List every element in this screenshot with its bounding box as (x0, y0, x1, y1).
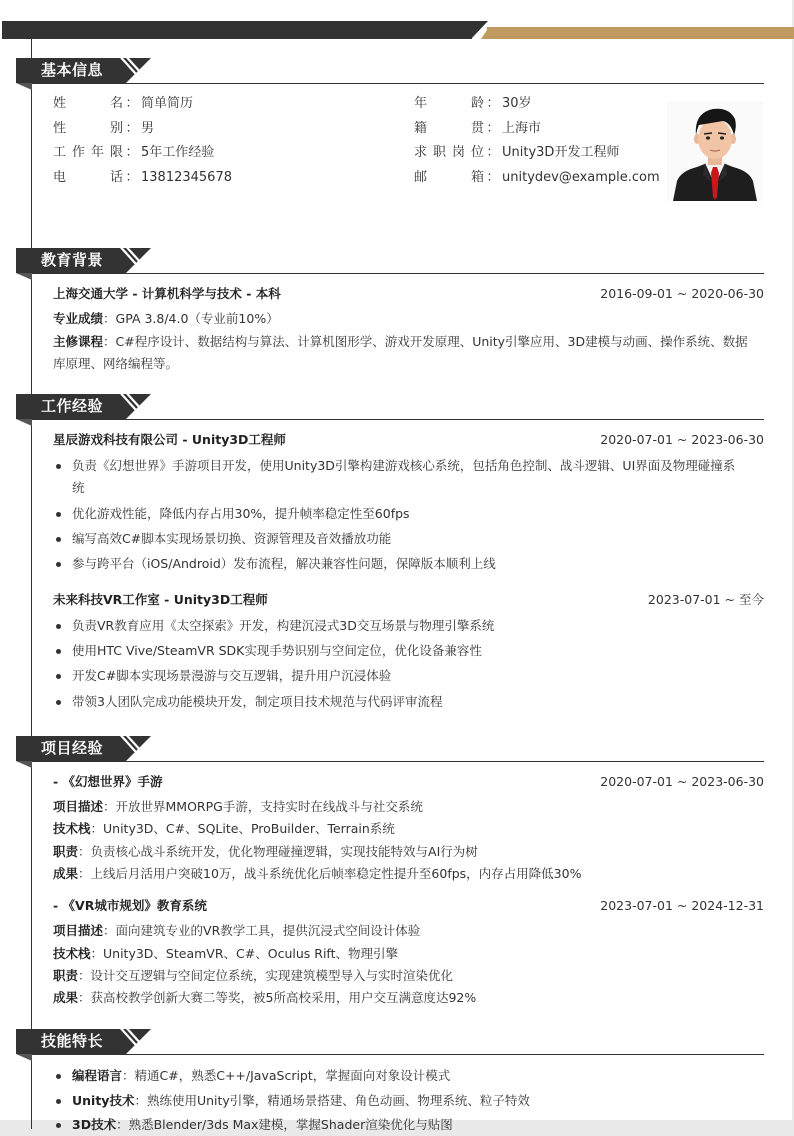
info-work-years: 工作年限 ： 5年工作经验 (53, 143, 214, 163)
project-field: 项目描述：面向建筑专业的VR教学工具，提供沉浸式空间设计体验 (53, 923, 421, 938)
list-item: 带领3人团队完成功能模块开发，制定项目技术规范与代码评审流程 (53, 691, 764, 713)
info-value: 简单简历 (141, 96, 194, 111)
education-entry (53, 283, 764, 305)
info-label: 求职岗位 (414, 145, 484, 160)
list-item: 负责VR教育应用《太空探索》开发，构建沉浸式3D交互场景与物理引擎系统 (53, 615, 764, 637)
education-courses (53, 331, 764, 353)
avatar-photo (667, 101, 763, 201)
list-item: 使用HTC Vive/SteamVR SDK实现手势识别与空间定位，优化设备兼容性 (53, 640, 764, 662)
skill-item: 编程语言：精通C#，熟悉C++/JavaScript，掌握面向对象设计模式 (53, 1065, 764, 1087)
project-field: 技术栈：Unity3D、C#、SQLite、ProBuilder、Terrain系统 (53, 821, 395, 836)
info-value: 男 (141, 121, 155, 136)
skill-item: Unity技术：熟练使用Unity引擎，精通场景搭建、角色动画、物理系统、粒子特效 (53, 1090, 764, 1112)
list-item: 开发C#脚本实现场景漫游与交互逻辑，提升用户沉浸体验 (53, 665, 764, 687)
info-email: 邮箱 ： unitydev@example.com (414, 168, 660, 188)
project-title: - 《幻想世界》手游 (53, 774, 163, 789)
list-item: 参与跨平台（iOS/Android）发布流程，解决兼容性问题，保障版本顺利上线 (53, 553, 764, 575)
project-field: 职责：设计交互逻辑与空间定位系统，实现建筑模型导入与实时渲染优化 (53, 968, 454, 983)
project-entry-2 (53, 895, 764, 917)
list-item: 编写高效C#脚本实现场景切换、资源管理及音效播放功能 (53, 528, 764, 550)
top-banner-gold (487, 27, 794, 39)
section-header-work (16, 394, 764, 428)
info-label: 邮箱 (414, 170, 484, 185)
info-age: 年龄 ： 30岁 (414, 94, 532, 114)
project-field: 技术栈：Unity3D、SteamVR、C#、Oculus Rift、物理引擎 (53, 946, 398, 961)
section-title: 工作经验 (41, 397, 104, 415)
section-divider (32, 273, 764, 274)
list-item: 优化游戏性能，降低内存占用30%，提升帧率稳定性至60fps (53, 503, 764, 525)
info-label: 电话 (53, 170, 123, 185)
project-date: 2020-07-01 ~ 2023-06-30 (600, 774, 764, 789)
info-label: 性别 (53, 121, 123, 136)
section-header-skills (16, 1029, 764, 1063)
section-title: 技能特长 (41, 1032, 104, 1050)
project-field: 成果：获高校教学创新大赛二等奖，被5所高校采用，用户交互满意度达92% (53, 990, 477, 1005)
top-banner-dark (2, 21, 472, 39)
section-header-basic (16, 58, 764, 92)
info-value: Unity3D开发工程师 (502, 145, 620, 160)
work-date: 2023-07-01 ~ 至今 (647, 592, 764, 607)
info-label: 姓名 (53, 96, 123, 111)
education-courses-cont: 库原理、网络编程等。 (53, 356, 179, 371)
education-title: 上海交通大学 - 计算机科学与技术 - 本科 (53, 286, 281, 301)
info-value: 30岁 (502, 96, 532, 111)
info-name: 姓名 ： 简单简历 (53, 94, 193, 114)
info-phone: 电话 ： 13812345678 (53, 168, 232, 188)
list-item: 负责《幻想世界》手游项目开发，使用Unity3D引擎构建游戏核心系统，包括角色控制、战斗逻辑、UI界面及物理碰撞系 (53, 455, 764, 477)
section-header-projects (16, 736, 764, 770)
info-value: 13812345678 (141, 170, 232, 185)
info-label: 工作年限 (53, 145, 123, 160)
section-divider (32, 419, 764, 420)
list-item-cont: 统 (72, 480, 85, 495)
section-header-education (16, 248, 764, 282)
education-gpa (53, 308, 764, 330)
work-entry-2 (53, 589, 764, 611)
work-title: 未来科技VR工作室 - Unity3D工程师 (53, 592, 268, 607)
field-label: 专业成绩 (53, 311, 104, 326)
info-gender: 性别 ： 男 (53, 119, 154, 139)
left-vertical-rule (31, 39, 32, 1129)
work-date: 2020-07-01 ~ 2023-06-30 (600, 432, 764, 447)
project-date: 2023-07-01 ~ 2024-12-31 (600, 898, 764, 913)
project-field: 职责：负责核心战斗系统开发，优化物理碰撞逻辑，实现技能特效与AI行为树 (53, 844, 478, 859)
section-divider (32, 1054, 764, 1055)
work-title: 星辰游戏科技有限公司 - Unity3D工程师 (53, 432, 286, 447)
section-title: 教育背景 (41, 251, 104, 269)
project-title: - 《VR城市规划》教育系统 (53, 898, 207, 913)
section-divider (32, 83, 764, 84)
field-value: ：C#程序设计、数据结构与算法、计算机图形学、游戏开发原理、Unity引擎应用、3D建模与动画、操作系统、数据 (103, 334, 748, 349)
project-field: 项目描述：开放世界MMORPG手游，支持实时在线战斗与社交系统 (53, 799, 423, 814)
info-label: 籍贯 (414, 121, 484, 136)
info-value: 5年工作经验 (141, 145, 215, 160)
project-entry-1 (53, 771, 764, 793)
skill-item: 3D技术：熟悉Blender/3ds Max建模，掌握Shader渲染优化与贴图 (53, 1114, 764, 1136)
info-position: 求职岗位 ： Unity3D开发工程师 (414, 143, 619, 163)
info-label: 年龄 (414, 96, 484, 111)
field-label: 主修课程 (53, 334, 104, 349)
person-portrait-icon (667, 101, 763, 201)
info-value: 上海市 (502, 121, 542, 136)
project-field: 成果：上线后月活用户突破10万，战斗系统优化后帧率稳定性提升至60fps，内存占用降低30% (53, 866, 582, 881)
info-hometown: 籍贯 ： 上海市 (414, 119, 541, 139)
section-divider (32, 761, 764, 762)
section-title: 基本信息 (41, 61, 104, 79)
field-value: ：GPA 3.8/4.0（专业前10%） (103, 311, 279, 326)
work-entry-1 (53, 429, 764, 451)
section-title: 项目经验 (41, 739, 104, 757)
info-value: unitydev@example.com (502, 170, 660, 185)
education-date: 2016-09-01 ~ 2020-06-30 (600, 286, 764, 301)
